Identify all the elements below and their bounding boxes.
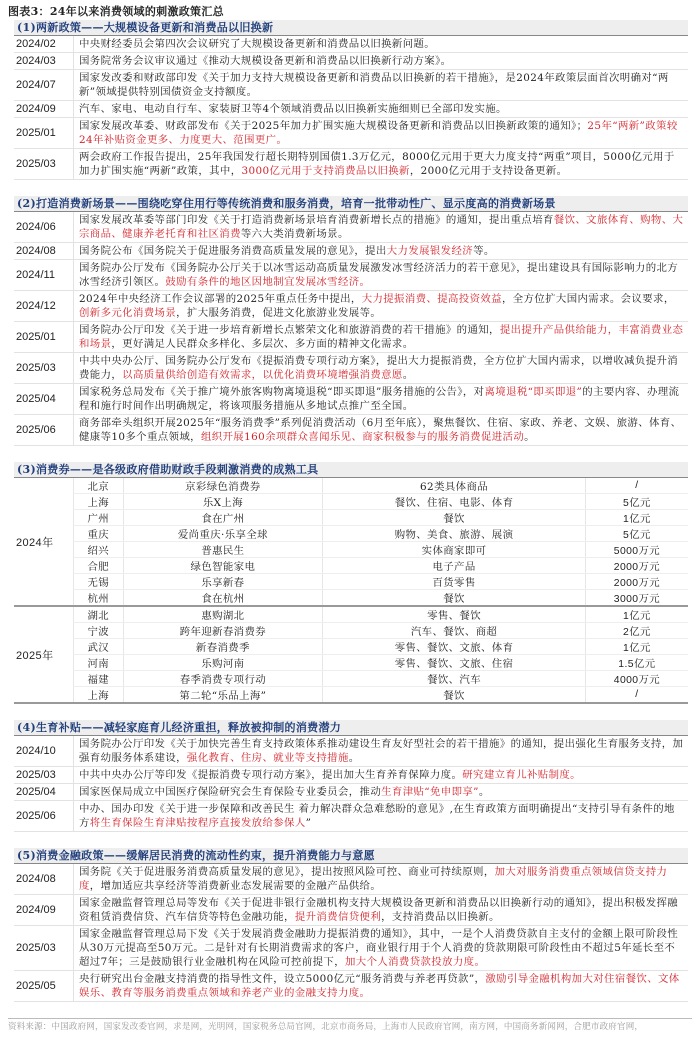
voucher-row [14, 671, 688, 687]
voucher-amount: 5亿元 [585, 526, 688, 542]
voucher-name: 普惠民生 [123, 542, 323, 558]
voucher-row [14, 542, 688, 558]
voucher-city: 福建 [74, 671, 124, 687]
row-date: 2024/12 [14, 291, 74, 321]
row-description [74, 353, 688, 383]
table-row [14, 291, 688, 322]
row-description [74, 801, 688, 831]
row-date: 2024/06 [14, 212, 74, 242]
table-row [14, 353, 688, 384]
voucher-city: 广州 [74, 510, 124, 526]
highlight-text: 3000亿元用于支持消费品以旧换新 [241, 165, 410, 177]
section-header: (2)打造消费新场景——围绕吃穿住用行等传统消费和服务消费，培育一批带动性广、显示度高的消费新场景 [14, 196, 688, 212]
voucher-city: 绍兴 [74, 542, 124, 558]
description-text: ，扩大服务消费，促进文化旅游业发展等。 [176, 307, 382, 319]
voucher-table [14, 478, 688, 704]
highlight-text: 25年“两新”政策较24年补贴资金更多、力度更大、范围更广。 [79, 120, 678, 146]
row-description [74, 118, 688, 148]
voucher-row [14, 606, 688, 623]
table-row [14, 212, 688, 243]
voucher-row [14, 478, 688, 494]
policy-section [14, 462, 688, 704]
table-row [14, 384, 688, 415]
voucher-amount: / [585, 478, 688, 494]
voucher-category: 实体商家即可 [323, 542, 586, 558]
table-row [14, 260, 688, 291]
description-text: 等。 [473, 245, 495, 257]
row-date: 2024/08 [14, 243, 74, 259]
voucher-amount: 5亿元 [585, 494, 688, 510]
voucher-name: 春季消费专项行动 [123, 671, 323, 687]
voucher-city: 宁波 [74, 623, 124, 639]
table-row [14, 926, 688, 971]
voucher-name: 乐享新春 [123, 574, 323, 590]
highlight-text: 鼓励有条件的地区因地制宜发展冰雪经济。 [165, 276, 371, 288]
table-row [14, 36, 688, 53]
voucher-amount: 1亿元 [585, 606, 688, 623]
description-text: ，全方位扩大国内需求。会议要求， [501, 293, 675, 305]
voucher-amount: 1亿元 [585, 639, 688, 655]
description-text: 中共中央办公厅、国务院办公厅发布《提振消费专项行动方案》，提出大力提振消费，全方位扩大国内需求，以增收减负提升消费能力， [79, 355, 679, 381]
voucher-amount: 3000万元 [585, 590, 688, 607]
voucher-amount: / [585, 687, 688, 704]
row-description [74, 149, 688, 179]
row-description [74, 926, 688, 970]
description-text: 商务部牵头组织开展2025年“服务消费季”系列促消费活动（6月至年底），聚焦餐饮、住宿、家政、养老、文娱、旅游、体育、健康等10多个重点领域， [79, 417, 682, 443]
highlight-text: 强化教育、住房、就业等支持措施 [186, 752, 349, 764]
voucher-category: 零售、餐饮、文旅、体育 [323, 639, 586, 655]
policy-section [14, 196, 688, 446]
voucher-row [14, 623, 688, 639]
table-row [14, 864, 688, 895]
voucher-name: 乐购河南 [123, 655, 323, 671]
description-text: 国务院公布《国务院关于促进服务消费高质量发展的意见》，提出 [79, 245, 387, 257]
voucher-city: 河南 [74, 655, 124, 671]
description-text: ，增加适应共享经济等消费新业态发展需要的金融产品供给。 [89, 880, 382, 892]
voucher-category: 餐饮 [323, 687, 586, 704]
row-date: 2025/04 [14, 784, 74, 800]
description-text: 中共中央办公厅等印发《提振消费专项行动方案》，提出加大生育养育保障力度。 [79, 769, 463, 781]
row-description [74, 384, 688, 414]
voucher-name: 食在广州 [123, 510, 323, 526]
voucher-category: 零售、餐饮 [323, 606, 586, 623]
voucher-category: 62类具体商品 [323, 478, 586, 494]
voucher-category: 餐饮、住宿、电影、体育 [323, 494, 586, 510]
voucher-city: 重庆 [74, 526, 124, 542]
policy-table [14, 20, 688, 1002]
table-row [14, 801, 688, 832]
row-description [74, 415, 688, 445]
table-row [14, 101, 688, 118]
row-description [74, 864, 688, 894]
row-description [74, 260, 688, 290]
voucher-category: 购物、美食、旅游、展演 [323, 526, 586, 542]
row-date: 2025/06 [14, 801, 74, 831]
voucher-amount: 2亿元 [585, 623, 688, 639]
description-text: 国务院办公厅印发《关于进一步培育新增长点繁荣文化和旅游消费的若干措施》的通知， [79, 324, 500, 336]
row-date: 2024/09 [14, 101, 74, 117]
voucher-year: 2024年 [14, 478, 74, 606]
row-date: 2024/11 [14, 260, 74, 290]
voucher-row [14, 526, 688, 542]
table-row [14, 971, 688, 1002]
description-text: 两会政府工作报告提出，25年我国发行超长期特别国债1.3万亿元，8000亿元用于更大力度支持“两重”项目，5000亿元用于加力扩围实施“两新”政策，其中， [79, 151, 675, 177]
row-description [74, 53, 688, 69]
voucher-name: 惠购湖北 [123, 606, 323, 623]
table-row [14, 784, 688, 801]
highlight-text: 创新多元化消费场景 [79, 307, 177, 319]
description-text: 国务院办公厅发布《国务院办公厅关于以冰雪运动高质量发展激发冰雪经济活力的若干意见》，提出建设具有国际影响力的北方冰雪经济引领区。 [79, 262, 679, 288]
description-text: 国家发展改革委等部门印发《关于打造消费新场景培育消费新增长点的措施》的通知，提出重点培育 [79, 214, 554, 226]
policy-section [14, 720, 688, 832]
voucher-amount: 1亿元 [585, 510, 688, 526]
voucher-amount: 2000万元 [585, 574, 688, 590]
description-text: ，2000亿元用于支持设备更新。 [409, 165, 568, 177]
description-text: ” [305, 817, 312, 829]
voucher-name: 食在杭州 [123, 590, 323, 607]
voucher-row [14, 639, 688, 655]
description-text: ，更好满足人民群众多样化、多层次、多方面的精神文化需求。 [111, 338, 414, 350]
table-row [14, 243, 688, 260]
row-date: 2025/03 [14, 353, 74, 383]
policy-section [14, 848, 688, 1002]
voucher-city: 无锡 [74, 574, 124, 590]
row-description [74, 784, 688, 800]
highlight-text: 生育津贴“免申即享” [381, 786, 479, 798]
highlight-text: 激励引导金融机构加大对住宿餐饮、文体娱乐、教育等服务消费重点领域和养老产业的金融支持力度。 [79, 973, 680, 999]
voucher-name: 乐X上海 [123, 494, 323, 510]
voucher-category: 汽车、餐饮、商超 [323, 623, 586, 639]
voucher-category: 百货零售 [323, 574, 586, 590]
table-row [14, 415, 688, 446]
figure-title: 图表3：24年以来消费领域的刺激政策汇总 [8, 5, 224, 18]
description-text: 。 [348, 752, 360, 764]
row-date: 2025/01 [14, 322, 74, 352]
row-date: 2024/08 [14, 864, 74, 894]
voucher-amount: 1.5亿元 [585, 655, 688, 671]
voucher-category: 餐饮 [323, 510, 586, 526]
voucher-city: 上海 [74, 494, 124, 510]
description-text: 国家金融监督管理总局下发《关于发展消费金融助力提振消费的通知》，其中，一是个人消费贷款自主支付的金额上限可阶段性从30万元提高至50万元。二是针对有长期消费需求的客户，商业银行用于个人消费的贷款期限可阶段性由不超过5年延长至不超过7年；三是鼓励银行业金融机构在风险可控前提下， [79, 928, 679, 968]
voucher-amount: 4000万元 [585, 671, 688, 687]
highlight-text: 研究建立育儿补贴制度。 [462, 769, 581, 781]
description-text: 。 [478, 786, 490, 798]
voucher-name: 爱尚重庆·乐享全球 [123, 526, 323, 542]
voucher-row [14, 687, 688, 704]
voucher-row [14, 494, 688, 510]
description-text: 国务院常务会议审议通过《推动大规模设备更新和消费品以旧换新行动方案》。 [79, 55, 452, 67]
row-description [74, 70, 688, 100]
voucher-city: 湖北 [74, 606, 124, 623]
highlight-text: 离境退税“即买即退” [484, 386, 583, 398]
row-description [74, 767, 688, 783]
voucher-city: 武汉 [74, 639, 124, 655]
voucher-category: 电子产品 [323, 558, 586, 574]
row-date: 2024/09 [14, 895, 74, 925]
policy-section [14, 20, 688, 180]
voucher-city: 合肥 [74, 558, 124, 574]
row-date: 2024/10 [14, 736, 74, 766]
table-row [14, 736, 688, 767]
description-text: 国家金融监督管理总局等发布《关于促进非银行金融机构支持大规模设备更新和消费品以旧换新行动的通知》，提出积极发挥融资租赁消费信贷、汽车信贷等特色金融功能， [79, 897, 679, 923]
row-date: 2024/02 [14, 36, 74, 52]
voucher-name: 绿色智能家电 [123, 558, 323, 574]
row-description [74, 243, 688, 259]
highlight-text: 以高质量供给创造有效需求，以优化消费环境增强消费意愿 [122, 369, 403, 381]
row-description [74, 101, 688, 117]
highlight-text: 组织开展160余项群众喜闻乐见、商家积极参与的服务消费促进活动 [200, 431, 525, 443]
description-text: 汽车、家电、电动自行车、家装厨卫等4个领域消费品以旧换新实施细则已全部印发实施。 [79, 103, 507, 115]
description-text: 国家医保局成立中国医疗保险研究会生育保险专业委员会，推动 [79, 786, 382, 798]
highlight-text: 提升消费信贷便利 [294, 911, 382, 923]
row-date: 2025/03 [14, 767, 74, 783]
highlight-text: 提出提升产品供给能力，丰富消费业态和场景 [79, 324, 684, 350]
highlight-text: 加大对服务消费重点领域信贷支持力度 [79, 866, 668, 892]
description-text: 央行研究出台金融支持消费的指导性文件，设立5000亿元“服务消费与养老再贷款”， [79, 973, 486, 985]
row-date: 2025/03 [14, 149, 74, 179]
section-header: (5)消费金融政策——缓解居民消费的流动性约束，提升消费能力与意愿 [14, 848, 688, 864]
row-date: 2024/03 [14, 53, 74, 69]
section-header: (3)消费券——是各级政府借助财政手段刺激消费的成熟工具 [14, 462, 688, 478]
voucher-city: 上海 [74, 687, 124, 704]
voucher-category: 零售、餐饮、文旅、住宿 [323, 655, 586, 671]
description-text: 中办、国办印发《关于进一步保障和改善民生 着力解决群众急难愁盼的意见》,在生育政策方面明确提出“支持引导有条件的地方 [79, 803, 675, 829]
table-row [14, 322, 688, 353]
voucher-city: 北京 [74, 478, 124, 494]
row-description [74, 736, 688, 766]
row-date: 2025/05 [14, 971, 74, 1001]
table-row [14, 53, 688, 70]
row-description [74, 291, 688, 321]
row-description [74, 322, 688, 352]
highlight-text: 大力提振消费、提高投资效益 [361, 293, 502, 305]
row-date: 2025/03 [14, 926, 74, 970]
description-text: 。 [524, 431, 535, 443]
row-date: 2024/07 [14, 70, 74, 100]
voucher-amount: 5000万元 [585, 542, 688, 558]
voucher-row [14, 510, 688, 526]
table-row [14, 118, 688, 149]
section-header: (1)两新政策——大规模设备更新和消费品以旧换新 [14, 20, 688, 36]
voucher-row [14, 574, 688, 590]
voucher-row [14, 558, 688, 574]
row-date: 2025/04 [14, 384, 74, 414]
description-text: 2024年中央经济工作会议部署的2025年重点任务中提出， [79, 293, 362, 305]
description-text: 国家税务总局发布《关于推广境外旅客购物离境退税“即买即退”服务措施的公告》，对 [79, 386, 485, 398]
table-row [14, 149, 688, 180]
description-text: 国家发展改革委、财政部发布《关于2025年加力扩围实施大规模设备更新和消费品以旧换新政策的通知》； [79, 120, 588, 132]
row-date: 2025/06 [14, 415, 74, 445]
row-description [74, 971, 688, 1001]
row-description [74, 212, 688, 242]
highlight-text: 将生育保险生育津贴按程序直接发放给参保人 [89, 817, 306, 829]
voucher-name: 跨年迎新春消费券 [123, 623, 323, 639]
voucher-category: 餐饮 [323, 590, 586, 607]
description-text: ，支持消费品以旧换新。 [381, 911, 500, 923]
description-text: 中央财经委员会第四次会议研究了大规模设备更新和消费品以旧换新问题。 [79, 38, 436, 50]
section-header: (4)生育补贴——减轻家庭育儿经济重担，释放被抑制的消费潜力 [14, 720, 688, 736]
description-text: 等六大类消费新场景。 [240, 228, 349, 240]
table-row [14, 70, 688, 101]
voucher-name: 第二轮“乐品上海” [123, 687, 323, 704]
highlight-text: 餐饮、文旅体育、购物、大宗商品、健康养老托育和社区消费 [79, 214, 684, 240]
description-text: 国务院办公厅印发《关于加快完善生育支持政策体系推动建设生育友好型社会的若干措施》的通知，提出强化生育服务支持，加强育幼服务体系建设， [79, 738, 684, 764]
voucher-row [14, 590, 688, 607]
voucher-year: 2025年 [14, 606, 74, 703]
voucher-amount: 2000万元 [585, 558, 688, 574]
source-note: 资料来源：中国政府网，国家发改委官网，求是网，光明网，国家税务总局官网，北京市商务局，上海市人民政府官网，南方网，中国商务新闻网，合肥市政府官网， [8, 1022, 644, 1032]
voucher-category: 餐饮、汽车 [323, 671, 586, 687]
table-row [14, 895, 688, 926]
voucher-name: 京彩绿色消费券 [123, 478, 323, 494]
description-text: 国务院《关于促进服务消费高质量发展的意见》，提出按照风险可控、商业可持续原则， [79, 866, 495, 878]
voucher-name: 新春消费季 [123, 639, 323, 655]
table-row [14, 767, 688, 784]
row-date: 2025/01 [14, 118, 74, 148]
description-text: 国家发改委和财政部印发《关于加力支持大规模设备更新和消费品以旧换新的若干措施》，是2024年政策层面首次明确对“两新”领域提供特别国债资金支持额度。 [79, 72, 669, 98]
description-text: 的主要内容、办理流程和施行时间作出明确规定，将该项服务措施从多地试点推广至全国。 [79, 386, 680, 412]
description-text: 。 [402, 369, 414, 381]
voucher-city: 杭州 [74, 590, 124, 607]
row-description [74, 36, 688, 52]
voucher-row [14, 655, 688, 671]
highlight-text: 加大个人消费贷款投放力度。 [344, 956, 486, 968]
highlight-text: 大力发展银发经济 [386, 245, 474, 257]
row-description [74, 895, 688, 925]
